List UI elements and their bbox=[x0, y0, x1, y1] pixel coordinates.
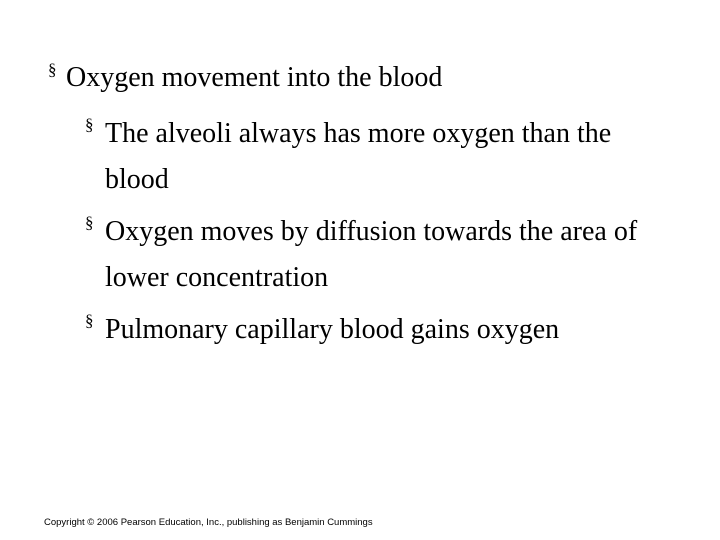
bullet-marker-icon: § bbox=[85, 311, 94, 330]
copyright-notice: Copyright © 2006 Pearson Education, Inc., publishing as Benjamin Cummings bbox=[44, 517, 373, 528]
sub-bullet bbox=[85, 111, 665, 203]
sub-bullet-text: Pulmonary capillary blood gains oxygen bbox=[105, 314, 560, 345]
bullet-marker-icon: § bbox=[48, 60, 57, 79]
bullet-marker-icon: § bbox=[85, 213, 94, 232]
sub-bullet-text: The alveoli always has more oxygen than the blood bbox=[105, 118, 612, 195]
main-bullet bbox=[48, 56, 442, 100]
sub-bullet bbox=[85, 307, 665, 353]
sub-bullet-text: Oxygen moves by diffusion towards the area of lower concentration bbox=[105, 216, 638, 293]
bullet-marker-icon: § bbox=[85, 115, 94, 134]
main-bullet-text: Oxygen movement into the blood bbox=[66, 62, 443, 93]
sub-bullet bbox=[85, 209, 665, 301]
